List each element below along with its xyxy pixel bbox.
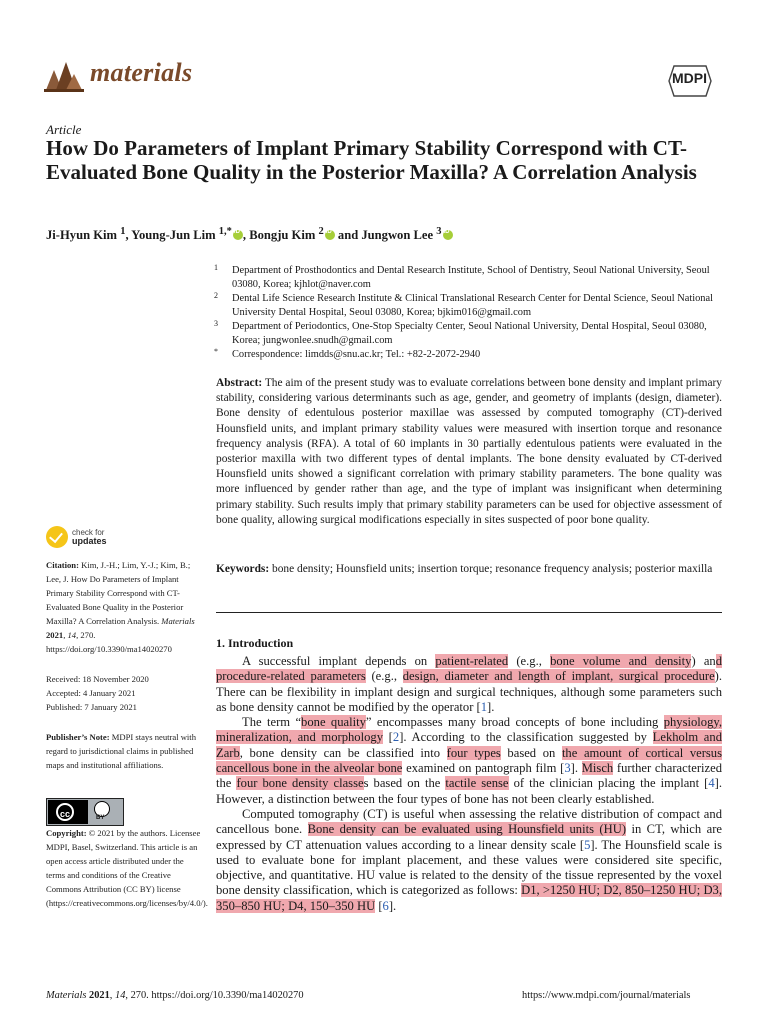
affiliation-text: Dental Life Science Research Institute & Clinical Translational Research Center for Dental Science, Seoul National University Dental Hospital, Seoul 03080, Korea; bjkim016@gmail.com bbox=[232, 293, 713, 318]
body-text: (e.g., bbox=[365, 669, 403, 684]
body-text: , bone density can be classified into bbox=[239, 745, 447, 760]
body-text: ]. bbox=[487, 699, 495, 714]
body-text: ]. The Hounsfield scale is used to evaluate bone for implant placement, and these values were considered site specific, objective, and quantitative. HU value is related to the density of the tissue represented by the voxel bone density classification, which is categorized as follows: bbox=[216, 837, 722, 898]
citation-doi[interactable]: , 270. https://doi.org/10.3390/ma14020270 bbox=[46, 630, 172, 654]
highlighted-text: patient-related bbox=[435, 654, 509, 668]
introduction-body bbox=[216, 654, 722, 914]
footer-volume: 14 bbox=[115, 990, 126, 1001]
author-name[interactable]: Jungwon Lee bbox=[361, 228, 434, 243]
body-text: Computed tomography (CT) is useful when assessing the relative distribution of compact and cancellous bone. bbox=[216, 806, 722, 837]
cc-by-license-badge[interactable] bbox=[46, 798, 124, 826]
paragraph bbox=[216, 807, 722, 914]
footer-doi[interactable]: , 270. https://doi.org/10.3390/ma14020270 bbox=[125, 990, 304, 1001]
highlighted-text: physiology, mineralization, and morphology bbox=[216, 715, 722, 745]
body-text: ). There can be flexibility in implant design and surgical techniques, although some parameters such as bone density cannot be modified by the operator [ bbox=[216, 669, 722, 714]
affiliations bbox=[214, 264, 724, 362]
pubnote-text: MDPI stays neutral with regard to jurisdictional claims in published maps and institutional affiliations. bbox=[46, 732, 196, 770]
highlighted-text: D1, >1250 HU; D2, 850–1250 HU; D3, 350–850 HU; D4, 150–350 HU bbox=[216, 883, 722, 913]
citation-volume: 14 bbox=[67, 630, 77, 640]
body-text: (e.g., bbox=[508, 654, 551, 668]
keywords bbox=[216, 562, 722, 577]
cc-panel bbox=[48, 800, 88, 824]
affiliation-sup: 3 bbox=[214, 319, 218, 328]
body-text: [ bbox=[383, 730, 393, 745]
paragraph bbox=[216, 654, 722, 715]
keywords-label: Keywords: bbox=[216, 563, 270, 575]
materials-logo-icon bbox=[44, 56, 84, 92]
publishers-note bbox=[46, 730, 204, 772]
abstract-text: The aim of the present study was to evaluate correlations between bone density and implant primary stability, considering various determinants such as age, gender, and geometry of implants (design, diameter). Bone density of edentulous posterior maxillae was assessed by computed tomography (CT)-derived Hounsfield units, and implant primary stability values were measured with insertion torque and resonance frequency analysis (RFA). A total of 60 implants in 30 partially edentulous patients were evaluated in the posterior maxilla with two different types of dental implants. The bone density evaluated by CT-derived Hounsfield units showed a significant correlation with primary stability parameters. The bone quality was more influenced by gender rather than age, and the type of implant was insignificant when determining primary stability. Such results imply that primary stability parameters can be used for objective assessment of bone quality, allowing surgical modifications especially in sites suspected of poor bone quality. bbox=[216, 377, 722, 526]
body-text: A successful implant depends on bbox=[242, 654, 436, 668]
publication-dates bbox=[46, 672, 204, 714]
body-text: ]. According to the classification suggested by bbox=[399, 730, 653, 745]
author-affil-sup: 3 bbox=[436, 226, 442, 237]
check-updates-line2: updates bbox=[72, 536, 107, 546]
author-separator: , bbox=[125, 228, 132, 243]
check-updates-icon bbox=[46, 526, 68, 548]
author-name[interactable]: Ji-Hyun Kim bbox=[46, 228, 118, 243]
reference-link[interactable]: 1 bbox=[480, 699, 488, 714]
body-text: in CT, which are expressed by CT attenuation values according to a linear density scale [ bbox=[216, 822, 722, 852]
body-text: ]. bbox=[388, 898, 397, 913]
reference-link[interactable]: 4 bbox=[708, 776, 715, 791]
affiliation-text: Department of Prosthodontics and Dental Research Institute, School of Dentistry, Seoul National University, Seoul 03080, Korea; kjhlot@naver.com bbox=[232, 265, 710, 290]
footer-journal-url[interactable]: https://www.mdpi.com/journal/materials bbox=[522, 990, 691, 1001]
published-date: Published: 7 January 2021 bbox=[46, 702, 137, 712]
citation-label: Citation: bbox=[46, 560, 79, 570]
reference-link[interactable]: 2 bbox=[392, 730, 400, 745]
highlighted-text: bone quality bbox=[301, 715, 366, 730]
author-separator: and bbox=[334, 228, 362, 243]
author-affil-sup: 1,* bbox=[218, 226, 232, 237]
footer-journal: Materials bbox=[46, 990, 87, 1001]
body-text: of the clinician placing the implant [ bbox=[508, 776, 709, 791]
copyright-block bbox=[46, 826, 208, 910]
orcid-icon[interactable] bbox=[325, 230, 335, 240]
body-text: based on bbox=[500, 745, 562, 760]
body-text: The term “ bbox=[242, 715, 302, 730]
affiliation-sup: 1 bbox=[214, 263, 218, 272]
cc-icon: cc bbox=[56, 803, 74, 821]
correspondence-text: Correspondence: limdds@snu.ac.kr; Tel.: +82-2-2072-2940 bbox=[232, 349, 481, 360]
section-heading-introduction: 1. Introduction bbox=[216, 636, 294, 650]
reference-link[interactable]: 3 bbox=[564, 761, 571, 776]
body-text: ” encompasses many broad concepts of bone including bbox=[365, 715, 664, 730]
citation-journal: Materials bbox=[161, 616, 195, 626]
copyright-label: Copyright: bbox=[46, 828, 87, 838]
mdpi-text: MDPI bbox=[672, 70, 707, 86]
section-divider bbox=[216, 612, 722, 613]
citation-text: Kim, J.-H.; Lim, Y.-J.; Kim, B.; Lee, J. How Do Parameters of Implant Primary Stability Correspond with CT-Evaluated Bone Quality in the Posterior Maxilla? A Correlation Analysis. bbox=[46, 560, 191, 626]
abstract-label: Abstract: bbox=[216, 377, 263, 389]
abstract bbox=[216, 376, 722, 528]
highlighted-text: bone volume and density bbox=[550, 654, 692, 668]
body-text: ]. bbox=[570, 761, 582, 776]
by-label: BY bbox=[96, 815, 105, 821]
author-list bbox=[46, 226, 726, 243]
check-updates-line1: check for bbox=[72, 528, 105, 537]
highlighted-text: Lekholm and Zarb bbox=[216, 730, 722, 760]
journal-name: materials bbox=[90, 58, 193, 87]
body-text: examined on pantograph film [ bbox=[402, 761, 565, 776]
citation-block: Citation: Kim, J.-H.; Lim, Y.-J.; Kim, B.; Lee, J. How Do Parameters of Implant Primary Stability Correspond with CT-Evaluated Bone Quality in the Posterior Maxilla? A Correlation Analysis. Materials 2021, 14, 270. https://doi.org/10.3390/ma14020270 bbox=[46, 560, 195, 654]
highlighted-text: Bone density can be evaluated using Hounsfield units (HU) bbox=[307, 822, 627, 837]
highlighted-text: design, diameter and length of implant, surgical procedure bbox=[402, 669, 715, 684]
highlighted-text: four bone density classe bbox=[236, 776, 364, 791]
reference-link[interactable]: 5 bbox=[584, 837, 591, 852]
body-text: further characterized the bbox=[216, 761, 722, 791]
check-for-updates-button[interactable] bbox=[46, 526, 166, 550]
affiliation-item bbox=[214, 264, 724, 292]
reference-link[interactable]: 6 bbox=[382, 898, 389, 913]
footer-citation: Materials 2021, 14, 270. https://doi.org/10.3390/ma14020270 bbox=[46, 990, 304, 1001]
article-type: Article bbox=[46, 122, 82, 137]
highlighted-text: four types bbox=[446, 745, 501, 760]
highlighted-text: tactile sense bbox=[445, 776, 509, 791]
pubnote-label: Publisher’s Note: bbox=[46, 732, 110, 742]
affiliation-item bbox=[214, 292, 724, 320]
orcid-icon[interactable] bbox=[443, 230, 453, 240]
received-date: Received: 18 November 2020 bbox=[46, 674, 149, 684]
author-name[interactable]: Bongju Kim bbox=[249, 228, 316, 243]
citation-year: 2021 bbox=[46, 630, 64, 640]
affiliation-sup: * bbox=[214, 347, 218, 356]
body-text: ]. However, a distinction between the four types of bone has not been clearly established. bbox=[216, 776, 722, 806]
affiliation-item bbox=[214, 320, 724, 348]
page-title: How Do Parameters of Implant Primary Stability Correspond with CT-Evaluated Bone Quality in the Posterior Maxilla? A Correlation Analysis bbox=[46, 136, 697, 184]
journal-logo[interactable] bbox=[44, 56, 344, 106]
author-separator: , bbox=[242, 228, 250, 243]
highlighted-text: the amount of cortical versus cancellous bone in the alveolar bone bbox=[216, 745, 722, 776]
mdpi-logo[interactable] bbox=[668, 64, 712, 98]
affiliation-sup: 2 bbox=[214, 291, 218, 300]
copyright-text: © 2021 by the authors. Licensee MDPI, Basel, Switzerland. This article is an open access article distributed under the terms and conditions of the Creative Commons Attribution (CC BY) license (https://creativecommons.org/licenses/by/4.0/). bbox=[46, 828, 208, 908]
orcid-icon[interactable] bbox=[233, 230, 243, 240]
footer-year: 2021 bbox=[89, 990, 110, 1001]
paragraph bbox=[216, 715, 722, 807]
highlighted-text: Misch bbox=[581, 761, 614, 776]
keywords-text: bone density; Hounsfield units; insertion torque; resonance frequency analysis; posterior maxilla bbox=[272, 563, 713, 575]
body-text: [ bbox=[375, 898, 383, 913]
correspondence bbox=[214, 348, 724, 362]
author-affil-sup: 2 bbox=[318, 226, 324, 237]
body-text: ) an bbox=[691, 654, 716, 668]
body-text: s based on the bbox=[363, 776, 446, 791]
affiliation-text: Department of Periodontics, One-Stop Specialty Center, Seoul National University, Dental Hospital, Seoul 03080, Korea; jungwonlee.snudh@gmail.com bbox=[232, 321, 707, 346]
accepted-date: Accepted: 4 January 2021 bbox=[46, 688, 136, 698]
author-name[interactable]: Young-Jun Lim bbox=[131, 228, 216, 243]
author-affil-sup: 1 bbox=[120, 226, 126, 237]
highlighted-text: d procedure-related parameters bbox=[216, 654, 722, 684]
